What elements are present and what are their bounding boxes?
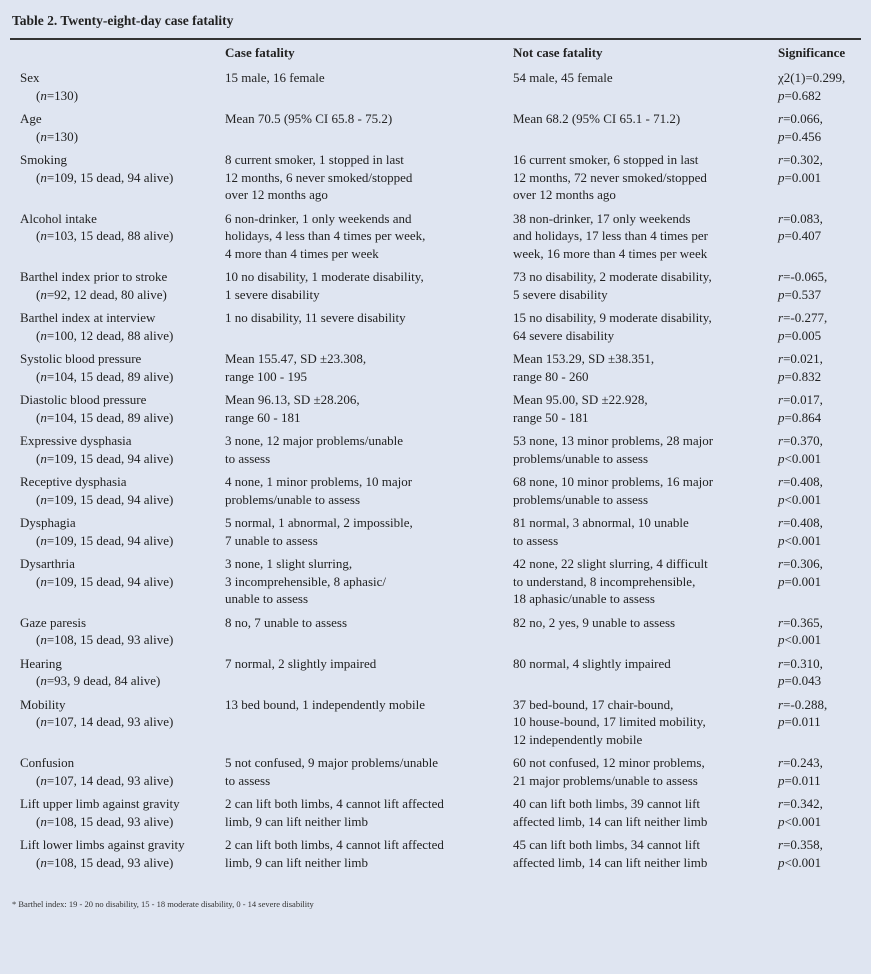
significance-value: r=0.243,: [778, 755, 823, 770]
case-fatality-cell: [225, 309, 513, 344]
significance-line-wrapper: [778, 210, 868, 228]
cell-line: 80 normal, 4 slightly impaired: [513, 655, 671, 671]
variable-cell: [0, 151, 225, 204]
variable-label: Dysarthria: [20, 556, 75, 571]
variable-cell: [0, 210, 225, 263]
variable-label: Mobility: [20, 696, 66, 712]
significance-line-wrapper: [778, 473, 868, 491]
significance-cell: [778, 350, 868, 385]
significance-value: r=0.306,: [778, 556, 823, 571]
significance-value: r=0.342,: [778, 796, 823, 811]
significance-value: p=0.407: [778, 228, 822, 243]
significance-value: r=0.365,: [778, 614, 823, 630]
cell-line: 5 not confused, 9 major problems/unable: [225, 755, 439, 770]
cell-line: 15 no disability, 9 moderate disability,: [513, 310, 712, 325]
significance-line-wrapper: [778, 110, 868, 128]
variable-label: Lift upper limb against gravity: [20, 796, 180, 811]
significance-line-wrapper: [778, 514, 868, 532]
significance-value: r=0.370,: [778, 433, 823, 448]
variable-label: Hearing: [20, 655, 62, 671]
sample-size-wrapper: [20, 87, 220, 105]
significance-value: r=0.083,: [778, 210, 823, 226]
significance-line-wrapper: [778, 87, 868, 105]
not-case-fatality-cell: [513, 795, 778, 830]
header-case-fatality: Case fatality: [225, 45, 295, 60]
variable-label: Systolic blood pressure: [20, 351, 142, 366]
variable-cell: [0, 754, 225, 789]
header-not-case-fatality: Not case fatality: [513, 45, 603, 60]
variable-cell: [0, 836, 225, 871]
footnote: * Barthel index: 19 - 20 no disability, 15 - 18 moderate disability, 0 - 14 severe disability: [12, 899, 314, 909]
cell-line: 5 severe disability: [513, 286, 608, 302]
cell-line: 1 severe disability: [225, 286, 320, 302]
cell-line: 12 months, 6 never smoked/stopped: [225, 169, 413, 185]
cell-line: holidays, 4 less than 4 times per week,: [225, 228, 426, 243]
significance-value: r=-0.288,: [778, 696, 828, 712]
significance-value: p<0.001: [778, 813, 822, 829]
cell-line: affected limb, 14 can lift neither limb: [513, 813, 708, 829]
significance-cell: [778, 473, 868, 508]
not-case-fatality-cell: [513, 110, 778, 145]
significance-line-wrapper: [778, 268, 868, 286]
significance-line-wrapper: [778, 491, 868, 509]
table-row: [0, 69, 871, 110]
significance-line-wrapper: [778, 754, 868, 772]
table-row: [0, 614, 871, 655]
cell-line: 7 unable to assess: [225, 532, 318, 548]
table-row: [0, 391, 871, 432]
variable-label: Expressive dysphasia: [20, 433, 132, 448]
not-case-fatality-cell: [513, 614, 778, 649]
case-fatality-cell: [225, 432, 513, 467]
significance-value: p<0.001: [778, 491, 822, 507]
variable-label: Receptive dysphasia: [20, 474, 127, 489]
variable-cell: [0, 655, 225, 690]
table-row: [0, 836, 871, 877]
cell-line: to understand, 8 incomprehensible,: [513, 573, 696, 589]
sample-size: n=108, 15 dead, 93 alive: [40, 632, 169, 647]
significance-value: p=0.832: [778, 368, 822, 384]
variable-cell: [0, 614, 225, 649]
significance-line-wrapper: [778, 227, 868, 245]
cell-line: 38 non-drinker, 17 only weekends: [513, 210, 691, 226]
cell-line: 3 none, 1 slight slurring,: [225, 556, 353, 571]
sample-size: n=130: [40, 128, 74, 144]
cell-line: 8 no, 7 unable to assess: [225, 614, 348, 630]
cell-line: 18 aphasic/unable to assess: [513, 591, 655, 606]
table-row: [0, 268, 871, 309]
cell-line: 53 none, 13 minor problems, 28 major: [513, 433, 714, 448]
cell-line: week, 16 more than 4 times per week: [513, 245, 708, 261]
not-case-fatality-cell: [513, 309, 778, 344]
cell-line: problems/unable to assess: [225, 491, 361, 507]
sample-size: n=108, 15 dead, 93 alive: [40, 854, 169, 870]
significance-value: p=0.864: [778, 409, 822, 425]
significance-cell: [778, 432, 868, 467]
variable-label: Confusion: [20, 755, 75, 770]
cell-line: 16 current smoker, 6 stopped in last: [513, 152, 699, 167]
significance-line-wrapper: [778, 350, 868, 368]
significance-value: p=0.001: [778, 169, 822, 185]
cell-line: range 80 - 260: [513, 368, 589, 384]
sample-size-wrapper: [20, 532, 220, 550]
table-row: [0, 210, 871, 269]
significance-line-wrapper: [778, 631, 868, 649]
cell-line: 42 none, 22 slight slurring, 4 difficult: [513, 556, 708, 571]
cell-line: 10 house-bound, 17 limited mobility,: [513, 714, 706, 729]
significance-line-wrapper: [778, 169, 868, 187]
significance-value: r=0.408,: [778, 515, 823, 530]
cell-line: limb, 9 can lift neither limb: [225, 813, 368, 829]
sample-size-wrapper: [20, 713, 220, 731]
cell-line: Mean 153.29, SD ±38.351,: [513, 351, 655, 366]
significance-value: r=0.408,: [778, 474, 823, 489]
not-case-fatality-cell: [513, 836, 778, 871]
variable-label: Gaze paresis: [20, 614, 87, 630]
cell-line: affected limb, 14 can lift neither limb: [513, 854, 708, 870]
cell-line: 4 none, 1 minor problems, 10 major: [225, 474, 413, 489]
sample-size: n=109, 15 dead, 94 alive: [40, 573, 169, 589]
case-fatality-cell: [225, 151, 513, 204]
variable-cell: [0, 432, 225, 467]
table-body: [0, 69, 871, 877]
table-row: [0, 309, 871, 350]
sample-size: n=109, 15 dead, 94 alive: [40, 491, 169, 507]
significance-value: p=0.011: [778, 714, 821, 729]
sample-size-wrapper: [20, 169, 220, 187]
cell-line: 12 months, 72 never smoked/stopped: [513, 169, 707, 185]
variable-cell: [0, 110, 225, 145]
not-case-fatality-cell: [513, 391, 778, 426]
table-row: [0, 555, 871, 614]
significance-cell: [778, 391, 868, 426]
not-case-fatality-cell: [513, 655, 778, 690]
significance-value: r=-0.277,: [778, 310, 828, 325]
sample-size-wrapper: [20, 450, 220, 468]
significance-value: p<0.001: [778, 632, 822, 647]
significance-value: χ2(1)=0.299,: [778, 70, 846, 85]
cell-line: 7 normal, 2 slightly impaired: [225, 655, 377, 671]
significance-line-wrapper: [778, 813, 868, 831]
cell-line: to assess: [513, 532, 559, 548]
significance-value: p=0.537: [778, 286, 822, 302]
significance-line-wrapper: [778, 368, 868, 386]
cell-line: limb, 9 can lift neither limb: [225, 854, 368, 870]
sample-size: n=130: [40, 87, 74, 103]
sample-size: n=104, 15 dead, 89 alive: [40, 409, 169, 425]
cell-line: 15 male, 16 female: [225, 70, 325, 85]
case-fatality-cell: [225, 795, 513, 830]
significance-cell: [778, 614, 868, 649]
sample-size-wrapper: [20, 631, 220, 649]
not-case-fatality-cell: [513, 432, 778, 467]
sample-size: n=109, 15 dead, 94 alive: [40, 450, 169, 466]
significance-line-wrapper: [778, 450, 868, 468]
significance-line-wrapper: [778, 713, 868, 731]
significance-value: p=0.682: [778, 87, 822, 103]
variable-cell: [0, 514, 225, 549]
cell-line: to assess: [225, 772, 271, 788]
table-header-row: [0, 44, 871, 69]
significance-line-wrapper: [778, 432, 868, 450]
cell-line: 13 bed bound, 1 independently mobile: [225, 696, 426, 712]
not-case-fatality-cell: [513, 555, 778, 608]
variable-label: Alcohol intake: [20, 210, 97, 226]
significance-line-wrapper: [778, 69, 868, 87]
table-row: [0, 655, 871, 696]
significance-cell: [778, 514, 868, 549]
significance-value: p=0.456: [778, 128, 822, 144]
cell-line: Mean 95.00, SD ±22.928,: [513, 392, 648, 407]
significance-line-wrapper: [778, 772, 868, 790]
cell-line: 6 non-drinker, 1 only weekends and: [225, 210, 412, 226]
cell-line: Mean 68.2 (95% CI 65.1 - 71.2): [513, 111, 681, 126]
significance-line-wrapper: [778, 655, 868, 673]
sample-size-wrapper: [20, 368, 220, 386]
table-row: [0, 754, 871, 795]
variable-label: Barthel index at interview: [20, 310, 156, 325]
sample-size-wrapper: [20, 772, 220, 790]
table-row: [0, 432, 871, 473]
sample-size-wrapper: [20, 672, 220, 690]
cell-line: 73 no disability, 2 moderate disability,: [513, 269, 712, 284]
sample-size-wrapper: [20, 227, 220, 245]
sample-size: n=109, 15 dead, 94 alive: [40, 169, 169, 185]
significance-line-wrapper: [778, 696, 868, 714]
header-significance: Significance: [778, 45, 846, 60]
cell-line: 40 can lift both limbs, 39 cannot lift: [513, 796, 701, 811]
sample-size: n=100, 12 dead, 88 alive: [40, 327, 169, 343]
significance-cell: [778, 110, 868, 145]
sample-size: n=108, 15 dead, 93 alive: [40, 813, 169, 829]
variable-label: Diastolic blood pressure: [20, 392, 147, 407]
significance-value: p<0.001: [778, 854, 822, 870]
variable-cell: [0, 309, 225, 344]
cell-line: 54 male, 45 female: [513, 70, 613, 85]
cell-line: range 100 - 195: [225, 368, 307, 384]
cell-line: Mean 155.47, SD ±23.308,: [225, 351, 367, 366]
cell-line: 1 no disability, 11 severe disability: [225, 310, 406, 325]
not-case-fatality-cell: [513, 350, 778, 385]
significance-cell: [778, 836, 868, 871]
case-fatality-table: [0, 44, 871, 909]
significance-value: p=0.001: [778, 573, 822, 589]
sample-size-wrapper: [20, 327, 220, 345]
sample-size-wrapper: [20, 813, 220, 831]
significance-cell: [778, 555, 868, 608]
sample-size: n=107, 14 dead, 93 alive: [40, 772, 169, 788]
significance-line-wrapper: [778, 309, 868, 327]
header-variable: [0, 44, 225, 62]
cell-line: 3 incomprehensible, 8 aphasic/: [225, 573, 387, 589]
cell-line: and holidays, 17 less than 4 times per: [513, 228, 708, 243]
significance-cell: [778, 696, 868, 749]
table-row: [0, 795, 871, 836]
significance-cell: [778, 268, 868, 303]
case-fatality-cell: [225, 836, 513, 871]
significance-cell: [778, 210, 868, 263]
significance-line-wrapper: [778, 555, 868, 573]
not-case-fatality-cell: [513, 69, 778, 104]
table-row: [0, 473, 871, 514]
significance-line-wrapper: [778, 128, 868, 146]
significance-value: r=0.066,: [778, 111, 823, 126]
sample-size: n=104, 15 dead, 89 alive: [40, 368, 169, 384]
variable-label: Smoking: [20, 152, 67, 167]
case-fatality-cell: [225, 110, 513, 145]
variable-label: Lift lower limbs against gravity: [20, 837, 185, 852]
significance-value: r=0.302,: [778, 152, 823, 167]
variable-cell: [0, 555, 225, 608]
variable-label: Barthel index prior to stroke: [20, 269, 168, 284]
not-case-fatality-cell: [513, 268, 778, 303]
significance-line-wrapper: [778, 391, 868, 409]
not-case-fatality-cell: [513, 754, 778, 789]
not-case-fatality-cell: [513, 696, 778, 749]
sample-size: n=93, 9 dead, 84 alive: [40, 673, 156, 688]
cell-line: Mean 96.13, SD ±28.206,: [225, 392, 360, 407]
cell-line: 2 can lift both limbs, 4 cannot lift affected: [225, 796, 444, 811]
significance-value: r=0.310,: [778, 655, 823, 671]
sample-size-wrapper: [20, 128, 220, 146]
variable-cell: [0, 350, 225, 385]
not-case-fatality-cell: [513, 514, 778, 549]
significance-cell: [778, 309, 868, 344]
cell-line: problems/unable to assess: [513, 491, 649, 507]
variable-cell: [0, 473, 225, 508]
table-row: [0, 350, 871, 391]
table-row: [0, 110, 871, 151]
cell-line: to assess: [225, 450, 271, 466]
cell-line: 82 no, 2 yes, 9 unable to assess: [513, 614, 676, 630]
cell-line: over 12 months ago: [513, 187, 616, 202]
significance-cell: [778, 69, 868, 104]
sample-size-wrapper: [20, 573, 220, 591]
cell-line: 68 none, 10 minor problems, 16 major: [513, 474, 714, 489]
case-fatality-cell: [225, 391, 513, 426]
cell-line: 12 independently mobile: [513, 731, 643, 747]
sample-size-wrapper: [20, 491, 220, 509]
variable-label: Age: [20, 111, 42, 126]
table-row: [0, 151, 871, 210]
cell-line: 5 normal, 1 abnormal, 2 impossible,: [225, 515, 413, 530]
significance-line-wrapper: [778, 672, 868, 690]
cell-line: 64 severe disability: [513, 327, 615, 343]
cell-line: 2 can lift both limbs, 4 cannot lift affected: [225, 837, 444, 852]
significance-line-wrapper: [778, 151, 868, 169]
case-fatality-cell: [225, 614, 513, 649]
cell-line: 81 normal, 3 abnormal, 10 unable: [513, 515, 689, 530]
case-fatality-cell: [225, 210, 513, 263]
variable-cell: [0, 268, 225, 303]
significance-value: r=-0.065,: [778, 269, 828, 284]
significance-line-wrapper: [778, 286, 868, 304]
cell-line: 37 bed-bound, 17 chair-bound,: [513, 696, 674, 712]
significance-cell: [778, 151, 868, 204]
case-fatality-cell: [225, 473, 513, 508]
not-case-fatality-cell: [513, 473, 778, 508]
case-fatality-cell: [225, 350, 513, 385]
significance-line-wrapper: [778, 614, 868, 632]
title-rule: [10, 38, 861, 40]
significance-value: r=0.021,: [778, 351, 823, 366]
significance-line-wrapper: [778, 532, 868, 550]
case-fatality-cell: [225, 754, 513, 789]
cell-line: over 12 months ago: [225, 187, 328, 202]
sample-size: n=92, 12 dead, 80 alive: [40, 286, 163, 302]
cell-line: 60 not confused, 12 minor problems,: [513, 755, 705, 770]
case-fatality-cell: [225, 268, 513, 303]
table-row: [0, 514, 871, 555]
sample-size: n=109, 15 dead, 94 alive: [40, 532, 169, 548]
case-fatality-cell: [225, 696, 513, 749]
significance-line-wrapper: [778, 327, 868, 345]
case-fatality-cell: [225, 514, 513, 549]
table-row: [0, 696, 871, 755]
cell-line: range 60 - 181: [225, 409, 301, 425]
significance-value: p<0.001: [778, 450, 822, 466]
cell-line: unable to assess: [225, 591, 309, 606]
significance-line-wrapper: [778, 854, 868, 872]
table-title: Table 2. Twenty-eight-day case fatality: [12, 13, 234, 28]
cell-line: Mean 70.5 (95% CI 65.8 - 75.2): [225, 111, 393, 126]
sample-size: n=107, 14 dead, 93 alive: [40, 714, 169, 729]
variable-cell: [0, 795, 225, 830]
variable-label: Dysphagia: [20, 515, 76, 530]
significance-line-wrapper: [778, 409, 868, 427]
variable-label: Sex: [20, 70, 40, 85]
sample-size-wrapper: [20, 854, 220, 872]
cell-line: 8 current smoker, 1 stopped in last: [225, 152, 404, 167]
significance-value: p=0.011: [778, 772, 821, 788]
case-fatality-cell: [225, 555, 513, 608]
cell-line: 3 none, 12 major problems/unable: [225, 433, 403, 448]
variable-cell: [0, 696, 225, 749]
significance-cell: [778, 754, 868, 789]
significance-cell: [778, 655, 868, 690]
sample-size-wrapper: [20, 409, 220, 427]
significance-value: r=0.358,: [778, 837, 823, 852]
significance-value: p=0.043: [778, 673, 822, 688]
cell-line: 4 more than 4 times per week: [225, 245, 379, 261]
significance-line-wrapper: [778, 836, 868, 854]
significance-value: r=0.017,: [778, 392, 823, 407]
sample-size: n=103, 15 dead, 88 alive: [40, 228, 169, 243]
significance-line-wrapper: [778, 573, 868, 591]
not-case-fatality-cell: [513, 210, 778, 263]
variable-cell: [0, 69, 225, 104]
cell-line: 21 major problems/unable to assess: [513, 772, 698, 788]
cell-line: 10 no disability, 1 moderate disability,: [225, 269, 424, 284]
cell-line: 45 can lift both limbs, 34 cannot lift: [513, 837, 701, 852]
significance-cell: [778, 795, 868, 830]
significance-value: p<0.001: [778, 532, 822, 548]
significance-value: p=0.005: [778, 327, 822, 343]
case-fatality-cell: [225, 655, 513, 690]
significance-line-wrapper: [778, 795, 868, 813]
not-case-fatality-cell: [513, 151, 778, 204]
case-fatality-cell: [225, 69, 513, 104]
cell-line: range 50 - 181: [513, 409, 589, 425]
variable-cell: [0, 391, 225, 426]
sample-size-wrapper: [20, 286, 220, 304]
cell-line: problems/unable to assess: [513, 450, 649, 466]
